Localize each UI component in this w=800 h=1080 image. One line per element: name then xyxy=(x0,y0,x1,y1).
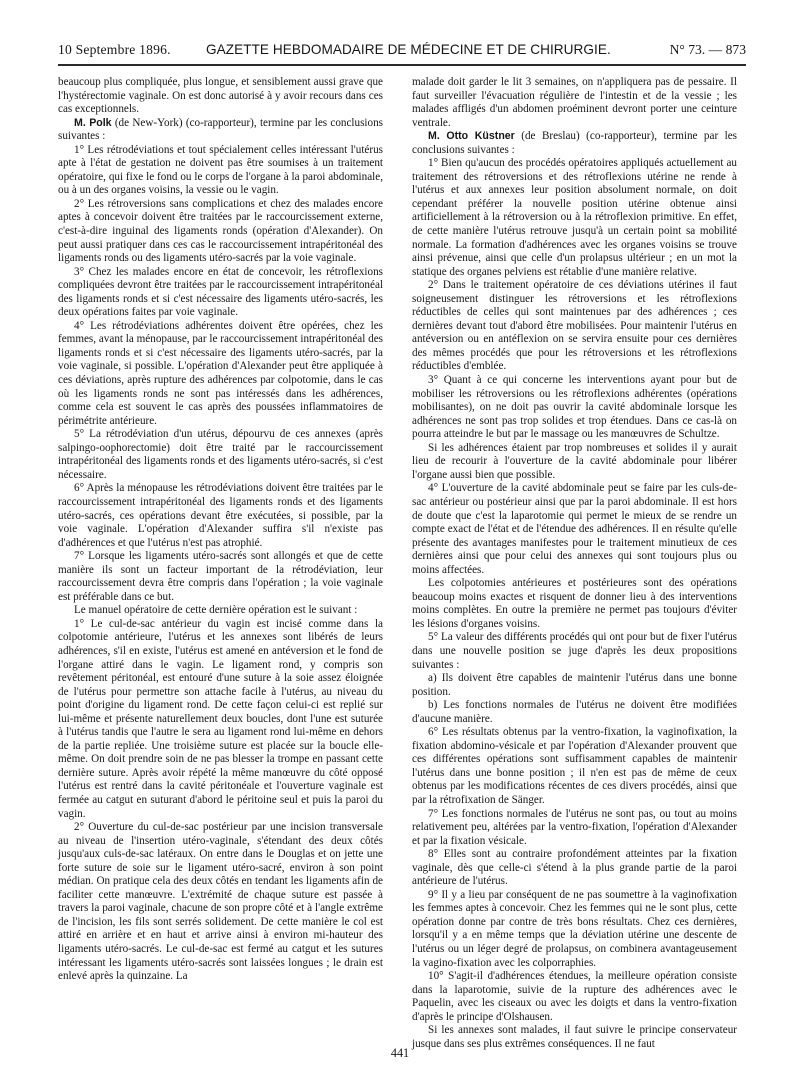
paragraph-text: 1° Le cul-de-sac antérieur du vagin est incisé comme dans la colpotomie antérieure, l'utérus et les annexes sont libérés de leurs adhérences, s'il en existe, l'utérus est amené en antéversion et le fond de l'organe attiré dans le vagin. Le ligament rond, y compris son revêtement péritonéal, est entouré d'une suture à la soie assez éloignée de l'utérus pour permettre son attache facile à l'utérus, au niveau du point d'origine du ligament rond. De cette façon celui-ci est replié sur lui-même et présente naturellement deux boucles, dont l'une est suturée à l'utérus tandis que l'autre le sera au ligament rond lui-même en dehors de la partie repliée. Une troisième suture est placée sur la boucle elle-même. On doit prendre soin de ne pas blesser la trompe en passant cette dernière suture. Après avoir répété la même manœuvre du côté opposé l'utérus est rentré dans la cavité péritonéale et l'ouverture vaginale est fermée au catgut en suturant d'abord le péritoine seul et puis la paroi du vagin. xyxy=(58,617,383,820)
paragraph-text: 6° Les résultats obtenus par la ventro-fixation, la vaginofixation, la fixation abdomino-vésicale et par l'opération d'Alexander prouvent que ces différentes opérations sont suffisamment capables de maintenir l'utérus dans une bonne position ; il n'en est pas de même de ceux obtenus par les modifications récentes de ces divers procédés, ainsi que par la rétrofixation de Sänger. xyxy=(412,726,737,806)
paragraph xyxy=(412,808,737,849)
paragraph-text: 1° Bien qu'aucun des procédés opératoires appliqués actuellement au traitement des rétroversions et des rétroflexions utérine ne rende à l'utérus et aux annexes leur position absolument normale, on doit cependant préférer la nouvelle position utérine obtenue ainsi artificiellement à la rétroversion ou à la rétroflexion primitive. En effet, de cette manière l'utérus retrouve jusqu'à un certain point sa mobilité normale. La formation d'adhérences avec les organes voisins se trouve ainsi prévenue, ainsi que celle d'un prolapsus ultérieur ; en un mot la statique des organes pelviens est rétablie d'une manière relative. xyxy=(412,157,737,278)
paragraph-text: 2° Dans le traitement opératoire de ces déviations utérines il faut soigneusement distinguer les rétroversions et les rétroflexions réductibles de celles qui sont maintenues par des adhérences ; ces dernières devant tout d'abord être mobilisées. Pour maintenir l'utérus en antéversion ou en antéflexion on se servira ensuite pour ces dernières des mêmes procédés que pour les rétroversions et les rétroflexions réductibles d'emblée. xyxy=(412,279,737,373)
paragraph xyxy=(412,726,737,807)
paragraph-text: 3° Chez les malades encore en état de concevoir, les rétroflexions compliquées devront être traitées par le raccourcissement intrapéritonéal des ligaments ronds et si c'est nécessaire des ligaments utéro-sacrés, les deux opérations faites par voie vaginale. xyxy=(58,265,383,319)
paragraph xyxy=(58,482,383,550)
paragraph xyxy=(58,266,383,320)
paragraph xyxy=(412,631,737,672)
paragraph xyxy=(58,198,383,266)
paragraph xyxy=(412,76,737,130)
paragraph-text: 9° Il y a lieu par conséquent de ne pas soumettre à la vaginofixation les femmes aptes à concevoir. Chez les femmes qui ne le sont plus, cette opération donne par contre de très bons résultats. Chez ces dernières, lorsqu'il y a en même temps que la déviation utérine une descente de l'utérus ou un léger degré de prolapsus, on combinera avantageusement la vagino-fixation avec les colporraphies. xyxy=(412,888,737,969)
paragraph xyxy=(412,699,737,726)
paragraph xyxy=(58,76,383,117)
paragraph xyxy=(58,604,383,618)
paragraph xyxy=(412,130,737,157)
paragraph xyxy=(412,482,737,577)
right-column xyxy=(412,76,737,1050)
speaker-name: M. Otto Küstner xyxy=(428,130,515,143)
paragraph-text: (de New-York) (co-rapporteur), termine par les conclusions suivantes : xyxy=(58,116,383,143)
paragraph-text: 4° Les rétrodéviations adhérentes doivent être opérées, chez les femmes, avant la ménopause, par le raccourcissement intrapéritonéal des ligaments ronds et si c'est nécessaire des ligaments utéro-sacrés, par la voie vaginale, si possible. L'opération d'Alexander peut être appliquée à ces déviations, après rupture des adhérences par colpotomie, dans le cas où les ligaments ronds ne sont pas intéressés dans les adhérences, comme cela est souvent le cas après des poussées inflammatoires de périmétrite antérieure. xyxy=(58,319,383,427)
header-rule xyxy=(58,64,746,66)
paragraph-text: 5° La valeur des différents procédés qui ont pour but de fixer l'utérus dans une nouvelle position se juge d'après les deux propositions suivantes : xyxy=(412,631,737,671)
paragraph xyxy=(58,320,383,428)
paragraph xyxy=(412,672,737,699)
paragraph xyxy=(412,577,737,631)
paragraph-text: 3° Quant à ce qui concerne les interventions ayant pour but de mobiliser les rétroversions ou les rétroflexions adhérentes (opérations mobilisantes), on ne doit pas ouvrir la cavité abdominale lorsque les adhérences ne sont pas trop solides et trop étendues. Dans ce cas-là on pourra atteindre le but par le massage ou les manœuvres de Schultze. xyxy=(412,374,737,441)
issue-number-page: N° 73. — 873 xyxy=(669,42,746,57)
paragraph xyxy=(58,618,383,821)
paragraph xyxy=(412,279,737,374)
paragraph-text: 2° Ouverture du cul-de-sac postérieur par une incision transversale au niveau de l'insertion utéro-vaginale, s'étendant des deux côtés jusqu'aux culs-de-sac latéraux. On entre dans le Douglas et on jette une forte suture de soie sur le ligament utéro-sacré, environ à son point médian. On pratique cela des deux côtés en tendant les ligaments afin de faciliter cette manœuvre. L'extrémité de chaque suture est passée à travers la paroi vaginale, chacune de son propre côté et à l'angle extrême de l'incision, les fils sont serrés solidement. De cette manière le col est attiré en arrière et en haut et arrive ainsi à environ mi-hauteur des ligaments utéro-sacrés. Le cul-de-sac est fermé au catgut et les sutures intéressant les ligaments utéro-sacrés sont laissées longues ; le drain est enlevé après la quinzaine. La xyxy=(58,821,383,983)
paragraph-text: Les colpotomies antérieures et postérieures sont des opérations beaucoup moins exactes et risquent de donner lieu à des interventions moins complètes. En outre la première ne permet pas toujours d'éviter les lésions d'organes voisins. xyxy=(412,577,737,630)
journal-title: GAZETTE HEBDOMADAIRE DE MÉDECINE ET DE CHIRURGIE. xyxy=(206,42,611,57)
paragraph-text: 10° S'agit-il d'adhérences étendues, la meilleure opération consiste dans la laparotomie, suivie de la rupture des adhérences avec le Paquelin, avec les ciseaux ou avec les doigts et dans la ventro-fixation d'après le principe d'Olshausen. xyxy=(412,970,737,1023)
paragraph-text: 4° L'ouverture de la cavité abdominale peut se faire par les culs-de-sac antérieur ou postérieur ainsi que par la paroi abdominale. Il est hors de doute que c'est la laparotomie qui permet le mieux de se rendre un compte exact de l'état et de l'étendue des adhérences. Il en résulte qu'elle présente des avantages manifestes pour le traitement minutieux de ces dernières ainsi que pour celui des annexes qui sont toujours plus ou moins affectées. xyxy=(412,482,737,576)
paragraph-text: 5° La rétrodéviation d'un utérus, dépourvu de ces annexes (après salpingo-oophorectomie) doit être traité par le raccourcissement intrapéritonéal des ligaments ronds et des ligaments utéro-sacrés, si c'est nécessaire. xyxy=(58,428,383,481)
paragraph-text: Si les adhérences étaient par trop nombreuses et solides il y aurait lieu de recourir à l'ouverture de la cavité abdominale pour libérer l'organe aussi bien que possible. xyxy=(412,441,737,481)
paragraph xyxy=(412,157,737,279)
paragraph-text: 7° Les fonctions normales de l'utérus ne sont pas, ou tout au moins relativement peu, altérées par la ventro-fixation, l'opération d'Alexander et par la fixation vésicale. xyxy=(412,807,737,847)
paragraph-text: 8° Elles sont au contraire profondément atteintes par la fixation vaginale, dès que celle-ci s'étend à la plus grande partie de la paroi antérieure de l'utérus. xyxy=(412,848,737,888)
paragraph xyxy=(58,821,383,984)
paragraph-text: malade doit garder le lit 3 semaines, on n'appliquera pas de pessaire. Il faut surveiller l'évacuation régulière de l'intestin et de la vessie ; les malades affligés d'un abdomen proéminent devront porter une ceinture ventrale. xyxy=(412,76,737,129)
paragraph-text: Si les annexes sont malades, il faut suivre le principe conservateur jusque dans ses plus extrêmes conséquences. Il ne faut xyxy=(412,1024,737,1050)
paragraph-text: beaucoup plus compliquée, plus longue, et sensiblement aussi grave que l'hystérectomie vaginale. On est donc autorisé à y avoir recours dans ces cas exceptionnels. xyxy=(58,76,383,116)
page-folio: 441 xyxy=(390,1046,410,1060)
paragraph-text: 1° Les rétrodéviations et tout spécialement celles intéressant l'utérus apte à l'état de gestation ne doivent pas être soumises à un traitement opératoire, qui fixe le fond ou le corps de l'organe à la paroi abdominale, ou à un des organes voisins, la vessie ou le vagin. xyxy=(58,143,383,197)
paragraph xyxy=(58,550,383,604)
paragraph xyxy=(58,117,383,144)
running-header xyxy=(58,38,746,62)
paragraph xyxy=(412,374,737,442)
paragraph xyxy=(412,970,737,1024)
paragraph xyxy=(58,144,383,198)
left-column xyxy=(58,76,383,1028)
paragraph xyxy=(412,442,737,483)
paragraph-text: Le manuel opératoire de cette dernière opération est le suivant : xyxy=(74,604,358,617)
speaker-name: M. Polk xyxy=(74,116,112,129)
paragraph-text: 6° Après la ménopause les rétrodéviations doivent être traitées par le raccourcissement intrapéritonéal des ligaments ronds et des ligaments utéro-sacrés, ces opérations devant être exécutées, si possible, par la voie vaginale. L'opération d'Alexander suffira s'il n'existe pas d'adhérences et que l'utérus n'est pas atrophié. xyxy=(58,482,383,549)
paragraph xyxy=(58,428,383,482)
paragraph-text: b) Les fonctions normales de l'utérus ne doivent être modifiées d'aucune manière. xyxy=(412,699,737,725)
paragraph-text: 2° Les rétroversions sans complications et chez des malades encore aptes à concevoir doivent être traitées par le raccourcissement externe, c'est-à-dire inguinal des ligaments ronds (opération d'Alexander). On peut aussi pratiquer dans ces cas le raccourcissement intrapéritonéal des ligaments ronds ou des ligaments utéro-sacrés par la voie vaginale. xyxy=(58,197,383,265)
paragraph xyxy=(412,848,737,889)
paragraph-text: 7° Lorsque les ligaments utéro-sacrés sont allongés et que de cette manière ils sont un facteur important de la rétrodéviation, leur raccourcissement devra être compris dans l'opération ; la voie vaginale est préférable dans ce but. xyxy=(58,550,383,603)
paragraph xyxy=(412,889,737,970)
paragraph-text: (de Breslau) (co-rapporteur), termine par les conclusions suivantes : xyxy=(412,130,737,156)
issue-date: 10 Septembre 1896. xyxy=(58,42,171,57)
paragraph-text: a) Ils doivent être capables de maintenir l'utérus dans une bonne position. xyxy=(412,672,737,698)
